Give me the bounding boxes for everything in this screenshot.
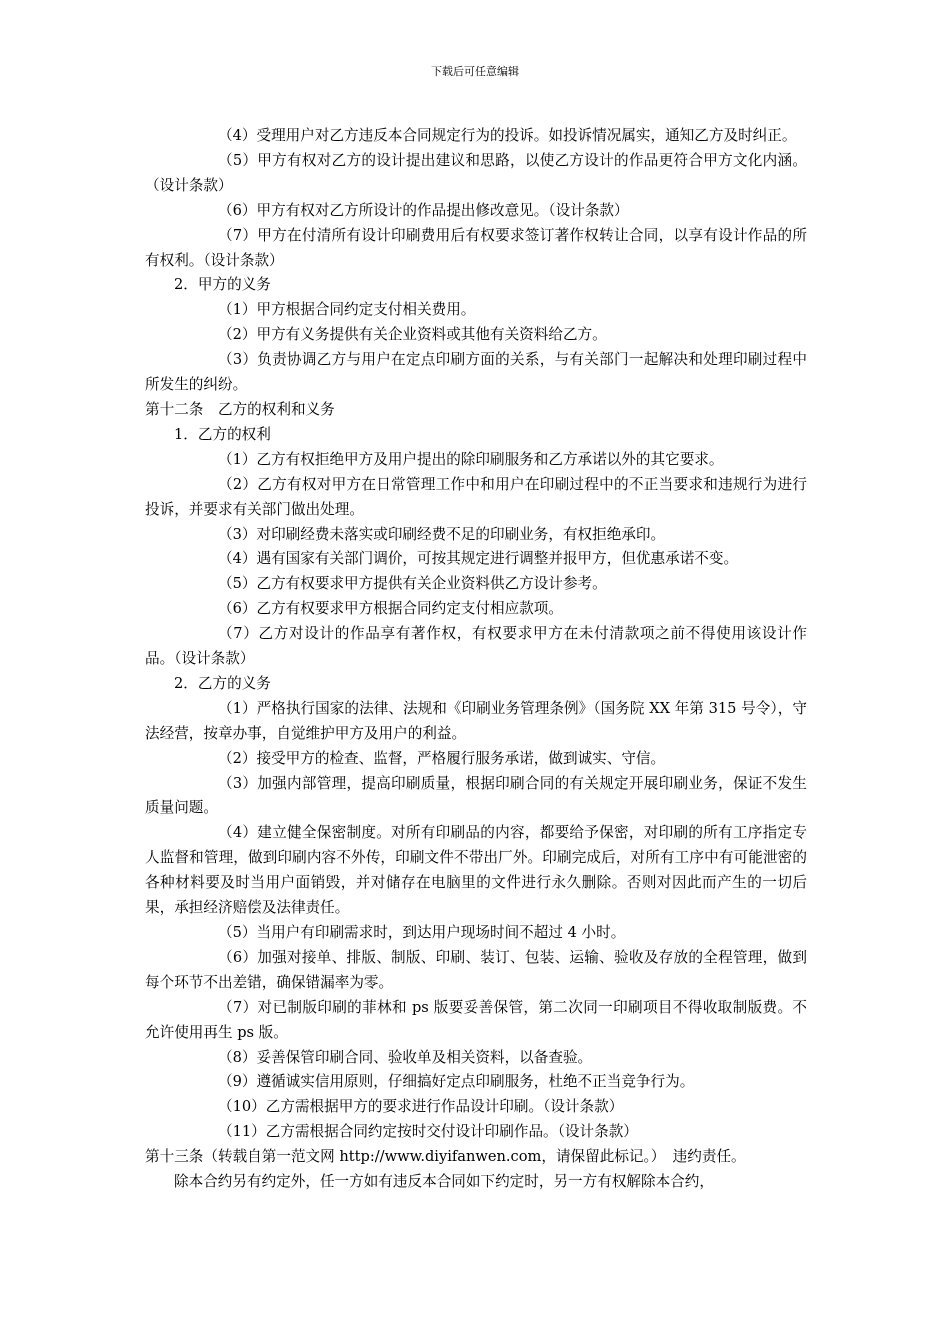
- paragraph: （7）乙方对设计的作品享有著作权，有权要求甲方在未付清款项之前不得使用该设计作品。（设计条款）: [145, 625, 807, 668]
- paragraph: （4）遇有国家有关部门调价，可按其规定进行调整并报甲方，但优惠承诺不变。: [218, 550, 739, 568]
- paragraph: （5）当用户有印刷需求时，到达用户现场时间不超过 4 小时。: [218, 924, 626, 941]
- paragraph: （1）甲方根据合同约定支付相关费用。: [218, 301, 476, 319]
- paragraph: （3）负责协调乙方与用户在定点印刷方面的关系，与有关部门一起解决和处理印刷过程中所发生的纠纷。: [145, 351, 807, 394]
- page-header: 下载后可任意编辑: [431, 65, 519, 78]
- paragraph: 除本合约另有约定外，任一方如有违反本合同如下约定时，另一方有权解除本合约，: [174, 1173, 714, 1191]
- paragraph: （7）甲方在付清所有设计印刷费用后有权要求签订著作权转让合同，以享有设计作品的所有权利。（设计条款）: [145, 226, 807, 269]
- paragraph: （7）对已制版印刷的菲林和 ps 版要妥善保管，第二次同一印刷项目不得收取制版费。不允许使用再生 ps 版。: [145, 998, 807, 1041]
- article-heading: 第十二条 乙方的权利和义务: [145, 400, 335, 418]
- paragraph: （9）遵循诚实信用原则，仔细搞好定点印刷服务，杜绝不正当竞争行为。: [218, 1073, 695, 1091]
- section-heading: 2．乙方的义务: [174, 674, 271, 692]
- paragraph: （5）乙方有权要求甲方提供有关企业资料供乙方设计参考。: [218, 575, 607, 593]
- article-heading: 第十三条（转载自第一范文网 http://www.diyifanwen.com，请保留此标记。） 违约责任。: [145, 1148, 746, 1166]
- paragraph: （2）甲方有义务提供有关企业资料或其他有关资料给乙方。: [218, 326, 607, 344]
- paragraph: （2）乙方有权对甲方在日常管理工作中和用户在印刷过程中的不正当要求和违规行为进行投诉，并要求有关部门做出处理。: [145, 475, 807, 518]
- paragraph: （6）加强对接单、排版、制版、印刷、装订、包装、运输、验收及存放的全程管理，做到每个环节不出差错，确保错漏率为零。: [145, 948, 807, 991]
- paragraph: （3）对印刷经费未落实或印刷经费不足的印刷业务，有权拒绝承印。: [218, 525, 666, 543]
- paragraph: （10）乙方需根据甲方的要求进行作品设计印刷。（设计条款）: [218, 1098, 624, 1116]
- paragraph: （8）妥善保管印刷合同、验收单及相关资料，以备查验。: [218, 1048, 593, 1066]
- paragraph: （4）受理用户对乙方违反本合同规定行为的投诉。如投诉情况属实，通知乙方及时纠正。: [218, 127, 797, 144]
- paragraph: （1）乙方有权拒绝甲方及用户提出的除印刷服务和乙方承诺以外的其它要求。: [218, 450, 724, 468]
- paragraph: （6）甲方有权对乙方所设计的作品提出修改意见。（设计条款）: [218, 201, 629, 219]
- section-heading: 2．甲方的义务: [174, 276, 271, 294]
- section-heading: 1．乙方的权利: [174, 425, 271, 443]
- paragraph: （2）接受甲方的检查、监督，严格履行服务承诺，做到诚实、守信。: [218, 749, 666, 767]
- paragraph: （5）甲方有权对乙方的设计提出建议和思路，以使乙方设计的作品更符合甲方文化内涵。（设计条款）: [145, 151, 807, 194]
- paragraph: （1）严格执行国家的法律、法规和《印刷业务管理条例》（国务院 XX 年第 315 号令），守法经营，按章办事，自觉维护甲方及用户的利益。: [145, 699, 807, 742]
- paragraph: （6）乙方有权要求甲方根据合同约定支付相应款项。: [218, 600, 563, 618]
- paragraph: （3）加强内部管理，提高印刷质量，根据印刷合同的有关规定开展印刷业务，保证不发生质量问题。: [145, 774, 807, 817]
- document-body: [145, 124, 807, 1195]
- paragraph: （4）建立健全保密制度。对所有印刷品的内容，都要给予保密，对印刷的所有工序指定专人监督和管理，做到印刷内容不外传，印刷文件不带出厂外。印刷完成后，对所有工序中有可能泄密的各种材料要及时当用户面销毁，并对储存在电脑里的文件进行永久删除。否则对因此而产生的一切后果，承担经济赔偿及法律责任。: [145, 824, 807, 917]
- paragraph: （11）乙方需根据合同约定按时交付设计印刷作品。（设计条款）: [218, 1123, 638, 1141]
